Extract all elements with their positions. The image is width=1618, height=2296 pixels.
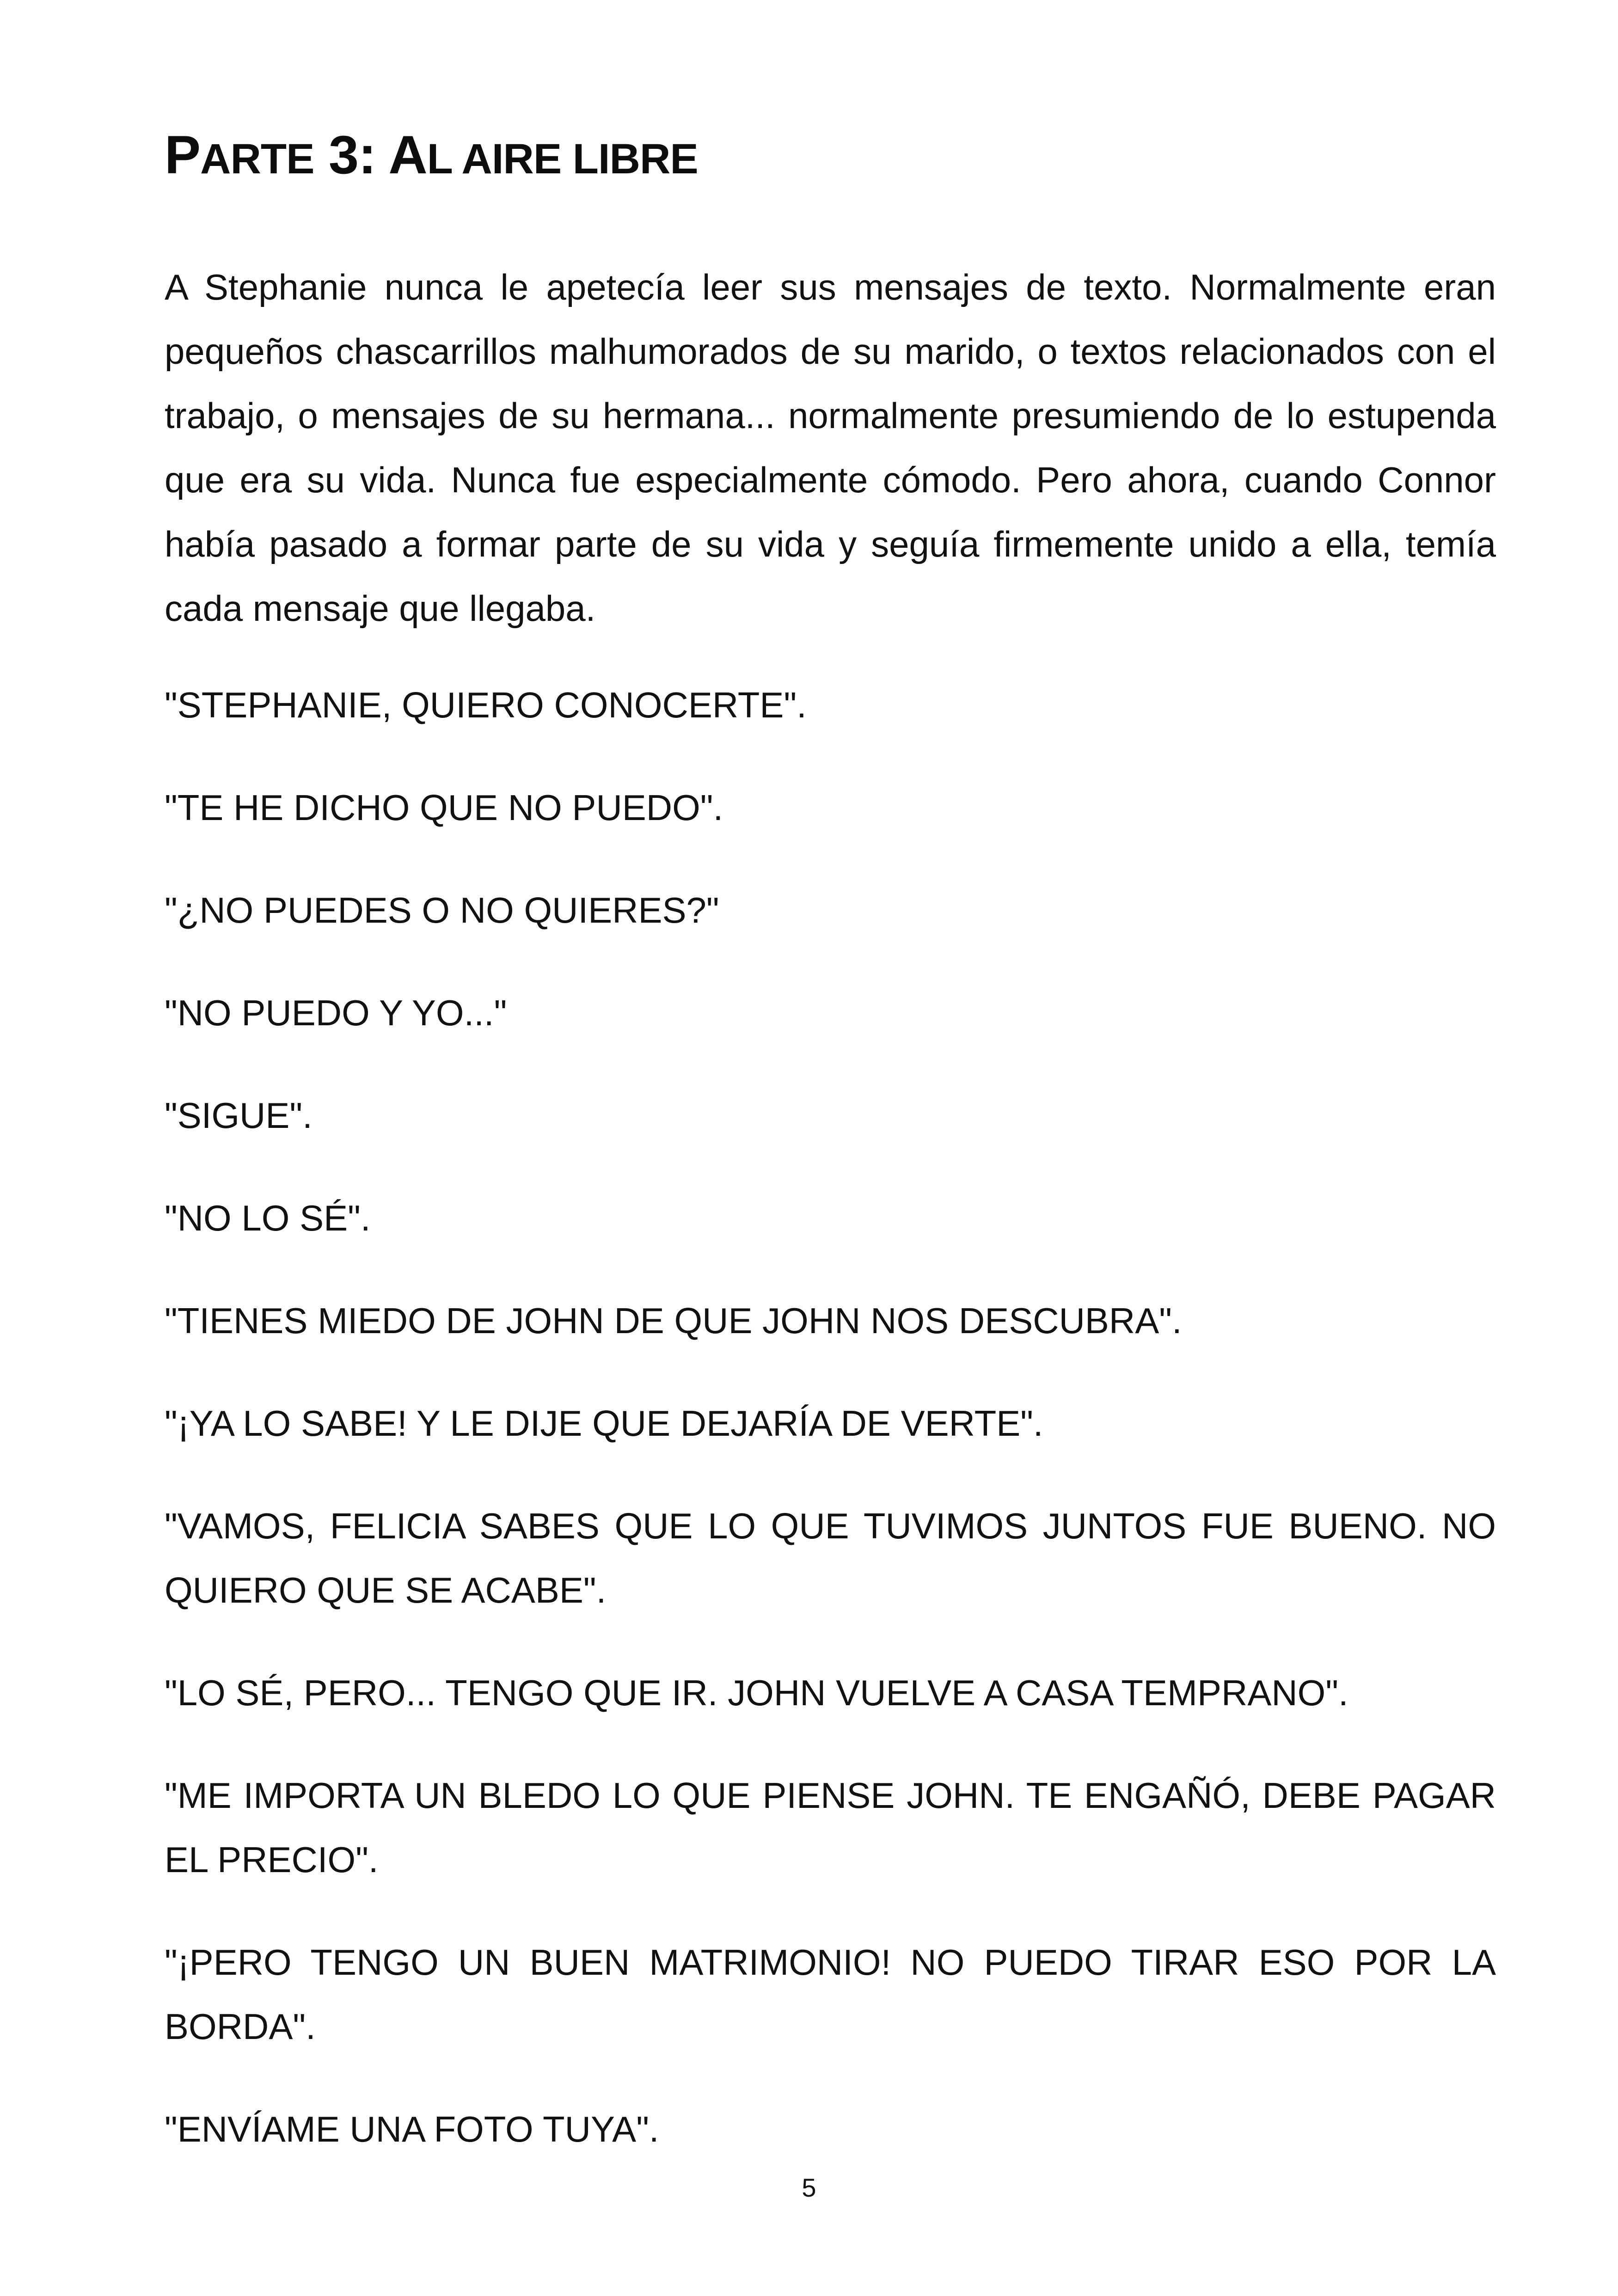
dialogue-line: "TIENES MIEDO DE JOHN DE QUE JOHN NOS DESCUBRA". (165, 1300, 1182, 1341)
page-number: 5 (802, 2173, 816, 2202)
dialogue-line: "NO LO SÉ". (165, 1198, 371, 1238)
page-content (165, 118, 1496, 2200)
dialogue-line: "¡PERO TENGO UN BUEN MATRIMONIO! NO PUEDO TIRAR ESO POR LA BORDA". (165, 1942, 1496, 2047)
heading-part-initial: P (165, 124, 201, 185)
dialogue-line: "SIGUE". (165, 1095, 313, 1136)
dialogue-line: "NO PUEDO Y YO..." (165, 992, 507, 1033)
chapter-heading (165, 118, 1496, 196)
dialogue-line: "¿NO PUEDES O NO QUIERES?" (165, 890, 719, 931)
heading-part-rest: ARTE (200, 135, 314, 183)
dialogue-line: "TE HE DICHO QUE NO PUEDO". (165, 787, 723, 828)
heading-number: 3: (329, 124, 376, 185)
dialogue-line: "¡YA LO SABE! Y LE DIJE QUE DEJARÍA DE VERTE". (165, 1403, 1043, 1444)
dialogue-line: "ENVÍAME UNA FOTO TUYA". (165, 2109, 659, 2149)
dialogue-line: "VAMOS, FELICIA SABES QUE LO QUE TUVIMOS JUNTOS FUE BUENO. NO QUIERO QUE SE ACABE". (165, 1506, 1496, 1610)
heading-title-rest: L AIRE LIBRE (427, 135, 698, 183)
dialogue-line: "ME IMPORTA UN BLEDO LO QUE PIENSE JOHN. TE ENGAÑÓ, DEBE PAGAR EL PRECIO". (165, 1775, 1496, 1880)
dialogue-line: "STEPHANIE, QUIERO CONOCERTE". (165, 685, 807, 725)
intro-paragraph: A Stephanie nunca le apetecía leer sus mensajes de texto. Normalmente eran pequeños chascarrillos malhumorados de su marido, o textos relacionados con el trabajo, o mensajes de su hermana... normalmente presumiendo de lo estupenda que era su vida. Nunca fue especialmente cómodo. Pero ahora, cuando Connor había pasado a formar parte de su vida y seguía firmemente unido a ella, temía cada mensaje que llegaba. (165, 267, 1496, 629)
heading-title-initial: A (388, 124, 427, 185)
dialogue-line: "LO SÉ, PERO... TENGO QUE IR. JOHN VUELVE A CASA TEMPRANO". (165, 1672, 1348, 1713)
